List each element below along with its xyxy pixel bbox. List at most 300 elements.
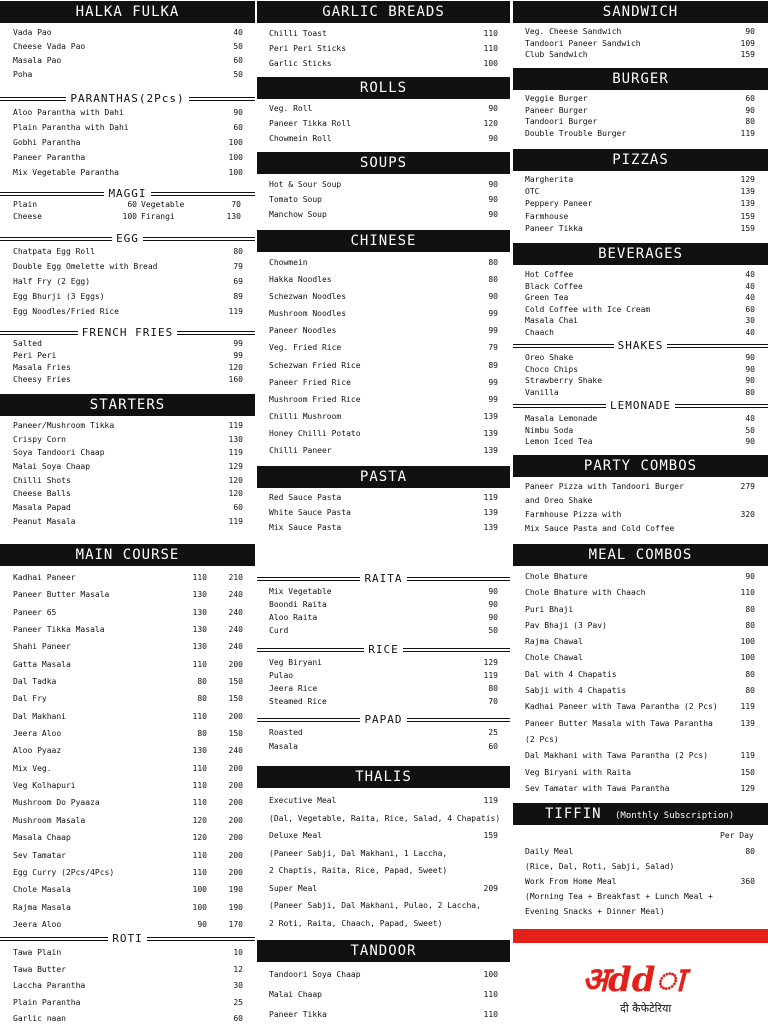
item-name: Deluxe Meal (269, 831, 322, 840)
item-name: Chowmein (269, 258, 308, 267)
item-name: Garlic naan (13, 1014, 66, 1023)
item-name: Masala Fries (13, 363, 71, 372)
item-price: 90 (488, 134, 498, 143)
item-name: (Paneer Sabji, Dal Makhani, 1 Laccha, (269, 848, 448, 858)
item-price-half: 110 (192, 867, 207, 877)
item-name: Veg Biryani with Raita (525, 767, 631, 777)
item-name: Paneer Butter Masala with Tawa Parantha (525, 718, 713, 728)
menu-item (13, 569, 243, 586)
item-price: 139 (740, 199, 755, 209)
menu-item (525, 327, 755, 339)
menu-item (525, 716, 755, 732)
item-price: 90 (745, 364, 755, 374)
item-price: 50 (488, 626, 498, 635)
item-name: Boondi Raita (269, 600, 327, 609)
item-price: 100 (122, 212, 137, 221)
item-price: 130 (228, 434, 243, 444)
item-price: 90 (488, 180, 498, 189)
item-price: 159 (483, 831, 498, 840)
item-price: 139 (483, 508, 498, 517)
menu-item (13, 794, 243, 811)
menu-list (13, 419, 243, 529)
item-price-full: 200 (228, 798, 243, 808)
item-name: Black Coffee (525, 281, 583, 291)
item-price-half: 80 (197, 677, 207, 687)
item-name: Chilli Mushroom (269, 411, 342, 421)
item-price: 60 (127, 200, 137, 209)
item-name: Gatta Masala (13, 659, 71, 669)
menu-item (13, 199, 243, 211)
item-name: Cheesy Fries (13, 375, 71, 384)
item-price: 90 (745, 105, 755, 115)
item-price: 119 (483, 671, 498, 680)
item-name: Oreo Shake (525, 353, 574, 362)
item-price: 150 (740, 767, 755, 777)
menu-item (13, 760, 243, 777)
item-price: 100 (483, 59, 498, 68)
item-price: 79 (488, 343, 498, 353)
item-price: 130 (226, 212, 241, 221)
item-price: 30 (233, 981, 243, 990)
item-price: 160 (228, 375, 243, 384)
item-price: 109 (740, 38, 755, 48)
item-price-full: 200 (228, 850, 243, 860)
menu-list (525, 569, 755, 797)
menu-item (13, 995, 243, 1012)
item-price: 69 (233, 277, 243, 286)
section-banner-soups: SOUPS (257, 152, 510, 174)
menu-item (269, 695, 498, 708)
item-price: 99 (233, 339, 243, 348)
menu-item (269, 177, 498, 192)
menu-item (13, 586, 243, 603)
menu-item (269, 322, 498, 339)
item-name: Nimbu Soda (525, 425, 574, 435)
item-price-full: 200 (228, 867, 243, 877)
item-name: Pav Bhaji (3 Pav) (525, 620, 607, 630)
item-name: 2 Roti, Raita, Chaach, Papad, Sweet) (269, 918, 443, 928)
item-name: Masala (269, 742, 298, 751)
item-name: and Oreo Shake (525, 496, 593, 505)
item-price: 80 (745, 686, 755, 696)
item-name: Paneer/Mushroom Tikka (13, 421, 115, 430)
menu-item (269, 207, 498, 222)
subsection-header-shakes: SHAKES (513, 339, 768, 353)
item-price: 139 (483, 446, 498, 456)
item-price: 129 (483, 658, 498, 667)
item-price: 110 (483, 44, 498, 53)
menu-item (13, 419, 243, 433)
item-name: Masala Lemonade (525, 414, 598, 423)
menu-item (525, 128, 755, 140)
item-name: Dal Tadka (13, 677, 57, 687)
item-name: Shahi Paneer (13, 642, 71, 652)
menu-item (13, 165, 243, 180)
item-name: Mushroom Fried Rice (269, 394, 361, 404)
item-price: 129 (740, 175, 755, 184)
item-price-full: 150 (228, 677, 243, 687)
item-price: 90 (488, 587, 498, 596)
menu-list (269, 585, 498, 637)
item-name: Rajma Masala (13, 902, 71, 912)
menu-item (525, 105, 755, 117)
item-price: 40 (745, 293, 755, 302)
subsection-header-maggi: MAGGI (0, 187, 255, 201)
item-name: Plain Parantha (13, 997, 81, 1007)
item-name: Hot Coffee (525, 270, 574, 279)
item-name: Farmhouse Pizza with (525, 510, 622, 519)
item-price-full: 200 (228, 781, 243, 791)
item-price-half: 80 (197, 694, 207, 704)
menu-item (13, 362, 243, 374)
item-price: 159 (740, 50, 755, 59)
item-name: Choco Chips (525, 364, 578, 374)
menu-item (525, 874, 755, 889)
item-price: 119 (483, 796, 498, 805)
item-name: Tandoori Paneer Sandwich (525, 38, 641, 48)
menu-list (525, 844, 755, 919)
item-price: 25 (233, 997, 243, 1007)
menu-item (13, 881, 243, 898)
menu-item (269, 810, 501, 828)
item-price: 119 (228, 421, 243, 430)
item-name: Peppery Paneer (525, 199, 593, 209)
item-price: 90 (488, 292, 498, 302)
menu-item (13, 338, 243, 350)
item-name: Strawberry Shake (525, 376, 603, 385)
menu-item (269, 520, 498, 535)
item-price: 90 (745, 572, 755, 581)
menu-list (13, 338, 243, 386)
menu-item (269, 862, 498, 880)
item-price: 90 (488, 210, 498, 219)
menu-item (13, 812, 243, 829)
menu-item (13, 501, 243, 515)
menu-item (269, 915, 498, 933)
item-name: White Sauce Pasta (269, 508, 351, 517)
item-price: 110 (483, 990, 498, 999)
item-price: 70 (488, 697, 498, 706)
item-name: Chilli Toast (269, 29, 327, 38)
item-name: Chole Bhature with Chaach (525, 588, 646, 598)
item-price: 119 (740, 751, 755, 761)
item-name: Jeera Rice (269, 684, 318, 693)
item-price: 139 (740, 187, 755, 197)
item-price-half: 100 (192, 885, 207, 895)
menu-item (525, 186, 755, 198)
item-name: Double Trouble Burger (525, 128, 627, 138)
item-name: Dal Fry (13, 694, 47, 704)
menu-list (13, 26, 243, 82)
item-price: 50 (745, 425, 755, 435)
item-name: Veg Kolhapuri (13, 781, 76, 791)
item-price-half: 110 (192, 798, 207, 808)
menu-item (525, 889, 755, 904)
item-price: 120 (228, 363, 243, 372)
item-name: (Paneer Sabji, Dal Makhani, Pulao, 2 Laccha, (269, 901, 481, 910)
item-price: 40 (745, 414, 755, 423)
item-name: Cheese Vada Pao (13, 42, 86, 51)
menu-item (13, 604, 243, 621)
tiffin-per-day-label: Per Day (720, 831, 754, 840)
subsection-header-rice: RICE (257, 643, 510, 657)
item-price: 129 (740, 783, 755, 793)
item-price: 100 (740, 653, 755, 663)
item-price: 279 (740, 482, 755, 491)
item-name: Tomato Soup (269, 195, 322, 204)
menu-item (525, 494, 755, 508)
item-name: Mushroom Noodles (269, 309, 347, 319)
item-price: 119 (228, 307, 243, 316)
item-price: 110 (483, 29, 498, 38)
menu-item (269, 490, 498, 505)
menu-item (525, 618, 755, 634)
item-name: Veg Biryani (269, 658, 322, 667)
menu-item (13, 26, 243, 40)
item-name: Chaach (525, 327, 554, 337)
item-name: Mix Veg. (13, 763, 52, 773)
item-name: Jeera Aloo (13, 729, 62, 739)
menu-item (269, 792, 498, 810)
item-name: Work From Home Meal (525, 877, 617, 886)
menu-item (525, 699, 755, 715)
item-name: Puri Bhaji (525, 604, 574, 614)
item-name: Veggie Burger (525, 94, 588, 103)
menu-list (525, 269, 755, 338)
item-price: 90 (488, 613, 498, 622)
item-price-full: 200 (228, 833, 243, 843)
menu-item (13, 864, 243, 881)
item-price: 89 (233, 292, 243, 301)
menu-item (13, 211, 243, 223)
item-name: Veg. Cheese Sandwich (525, 27, 622, 36)
section-banner-pasta: PASTA (257, 466, 510, 488)
menu-item (269, 740, 498, 754)
item-price: 100 (228, 138, 243, 147)
item-price: 139 (483, 523, 498, 532)
menu-item (13, 487, 243, 501)
item-price-half: 130 (192, 607, 207, 617)
menu-item (13, 916, 243, 933)
menu-item (525, 667, 755, 683)
item-name: Hot & Sour Soup (269, 180, 342, 189)
item-price: 60 (488, 742, 498, 751)
section-banner-meal-combos: MEAL COMBOS (513, 544, 768, 566)
item-price-full: 240 (228, 590, 243, 600)
item-name: Paneer Pizza with Tandoori Burger (525, 482, 684, 491)
menu-item (525, 508, 755, 522)
menu-list (269, 490, 498, 535)
item-price: 60 (233, 503, 243, 513)
menu-item (13, 244, 243, 259)
menu-item (269, 357, 498, 374)
item-price-full: 200 (228, 659, 243, 669)
section-banner-tandoor: TANDOOR (257, 940, 510, 962)
menu-list (525, 174, 755, 235)
menu-item (269, 192, 498, 207)
item-name: Evening Snacks + Dinner Meal) (525, 907, 665, 916)
menu-item (269, 56, 498, 71)
menu-item (13, 374, 243, 386)
item-price: 99 (488, 394, 498, 404)
menu-item (13, 1011, 243, 1028)
item-price-half: 100 (192, 902, 207, 912)
item-name: Dal with 4 Chapatis (525, 669, 617, 679)
item-price: 60 (745, 304, 755, 314)
item-price: 89 (488, 360, 498, 370)
item-price: 90 (745, 27, 755, 36)
menu-item (269, 845, 498, 863)
item-price: 99 (488, 309, 498, 319)
item-name: Egg Noodles/Fried Rice (13, 307, 119, 316)
menu-item (269, 897, 498, 915)
item-name: Veg. Fried Rice (269, 343, 342, 353)
item-name: Tawa Plain (13, 948, 62, 957)
menu-list (525, 480, 755, 536)
item-price: 99 (488, 326, 498, 336)
item-name: (Dal, Vegetable, Raita, Rice, Salad, 4 Chapatis) (269, 813, 501, 823)
item-name: Green Tea (525, 293, 569, 302)
item-price: 80 (233, 247, 243, 256)
section-banner-chinese: CHINESE (257, 230, 510, 252)
item-price: 12 (233, 964, 243, 974)
menu-item (525, 281, 755, 293)
item-price: 119 (483, 493, 498, 502)
item-price: 40 (745, 327, 755, 337)
menu-item (525, 223, 755, 235)
menu-item (525, 375, 755, 387)
item-price-half: 110 (192, 659, 207, 669)
menu-item (269, 425, 498, 442)
subsection-header-raita: RAITA (257, 572, 510, 586)
item-price: 139 (483, 411, 498, 421)
item-name: Sev Tamatar with Tawa Parantha (525, 783, 670, 793)
item-name: Mix Vegetable (269, 587, 332, 596)
item-name: Mix Vegetable Parantha (13, 168, 119, 177)
item-price: 99 (233, 351, 243, 360)
item-price-full: 200 (228, 763, 243, 773)
item-price: 50 (233, 42, 243, 51)
tiffin-title: TIFFIN (545, 806, 602, 822)
menu-item (525, 569, 755, 585)
menu-item (13, 690, 243, 707)
item-price: 70 (231, 200, 241, 209)
item-name: Margherita (525, 175, 574, 184)
menu-item (525, 364, 755, 376)
item-price-full: 150 (228, 694, 243, 704)
section-banner-party-combos: PARTY COMBOS (513, 455, 768, 477)
item-name: Cold Coffee with Ice Cream (525, 304, 651, 314)
item-name: Sev Tamatar (13, 850, 66, 860)
item-name: Paneer Tikka Roll (269, 119, 351, 128)
item-name: Paneer Fried Rice (269, 377, 351, 387)
menu-item (525, 292, 755, 304)
menu-item (525, 38, 755, 50)
item-price-full: 190 (228, 885, 243, 895)
menu-item (525, 116, 755, 128)
item-name: Hakka Noodles (269, 275, 332, 285)
item-name: Egg Bhurji (3 Eggs) (13, 292, 105, 301)
menu-item (525, 174, 755, 186)
item-name: Tandoori Soya Chaap (269, 970, 361, 979)
item-price: 80 (745, 117, 755, 126)
menu-item (269, 965, 498, 985)
item-name: Executive Meal (269, 796, 337, 805)
menu-item (269, 271, 498, 288)
item-name: Aloo Parantha with Dahi (13, 108, 124, 117)
item-name: Kadhai Paneer with Tawa Parantha (2 Pcs) (525, 702, 718, 712)
item-name: Chole Masala (13, 885, 71, 895)
menu-item (269, 442, 498, 459)
menu-item (525, 781, 755, 797)
item-price: 120 (483, 119, 498, 128)
menu-item (13, 638, 243, 655)
item-name: Malai Soya Chaap (13, 462, 91, 472)
item-name: Curd (269, 626, 289, 635)
item-price-full: 170 (228, 919, 243, 929)
item-name: Tawa Butter (13, 964, 66, 974)
menu-item (269, 116, 498, 131)
menu-item (13, 135, 243, 150)
item-price: 139 (483, 428, 498, 438)
menu-list (269, 101, 498, 146)
menu-item (13, 621, 243, 638)
item-price: 90 (745, 437, 755, 446)
item-name: 2 Chaptis, Raita, Rice, Papad, Sweet) (269, 866, 448, 875)
menu-item (269, 408, 498, 425)
menu-item (525, 413, 755, 425)
item-price: 209 (483, 883, 498, 893)
item-price-half: 120 (192, 815, 207, 825)
menu-list (269, 726, 498, 754)
menu-item (13, 274, 243, 289)
item-price: 40 (745, 270, 755, 279)
item-name: Pulao (269, 671, 294, 680)
menu-item (13, 259, 243, 274)
menu-item (13, 40, 243, 54)
item-price-half: 90 (197, 919, 207, 929)
menu-item (13, 304, 243, 319)
item-price: 120 (228, 489, 243, 499)
item-price: 100 (228, 153, 243, 162)
item-price: 80 (745, 620, 755, 630)
item-price-full: 240 (228, 746, 243, 756)
tiffin-subtitle: (Monthly Subscription) (615, 811, 735, 821)
menu-list (269, 965, 498, 1025)
section-banner-burger: BURGER (513, 68, 768, 90)
item-price: 80 (745, 387, 755, 397)
item-price: 360 (740, 877, 755, 886)
item-price: 159 (740, 223, 755, 233)
menu-item (269, 288, 498, 305)
menu-list (269, 656, 498, 708)
item-name: Cheese (13, 212, 42, 221)
item-name: Paneer Tikka (269, 1010, 327, 1019)
item-price-half: 110 (192, 781, 207, 791)
menu-item (525, 732, 755, 748)
menu-item (269, 669, 498, 682)
menu-item (13, 289, 243, 304)
accent-bar (513, 929, 768, 943)
item-name: Peri Peri Sticks (269, 44, 347, 53)
item-name: Schezwan Noodles (269, 292, 347, 302)
item-name: Chowmein Roll (269, 134, 332, 143)
menu-item (13, 742, 243, 759)
item-name: Peanut Masala (13, 516, 76, 526)
item-name: Club Sandwich (525, 50, 588, 59)
menu-item (269, 131, 498, 146)
item-price: 80 (745, 847, 755, 856)
